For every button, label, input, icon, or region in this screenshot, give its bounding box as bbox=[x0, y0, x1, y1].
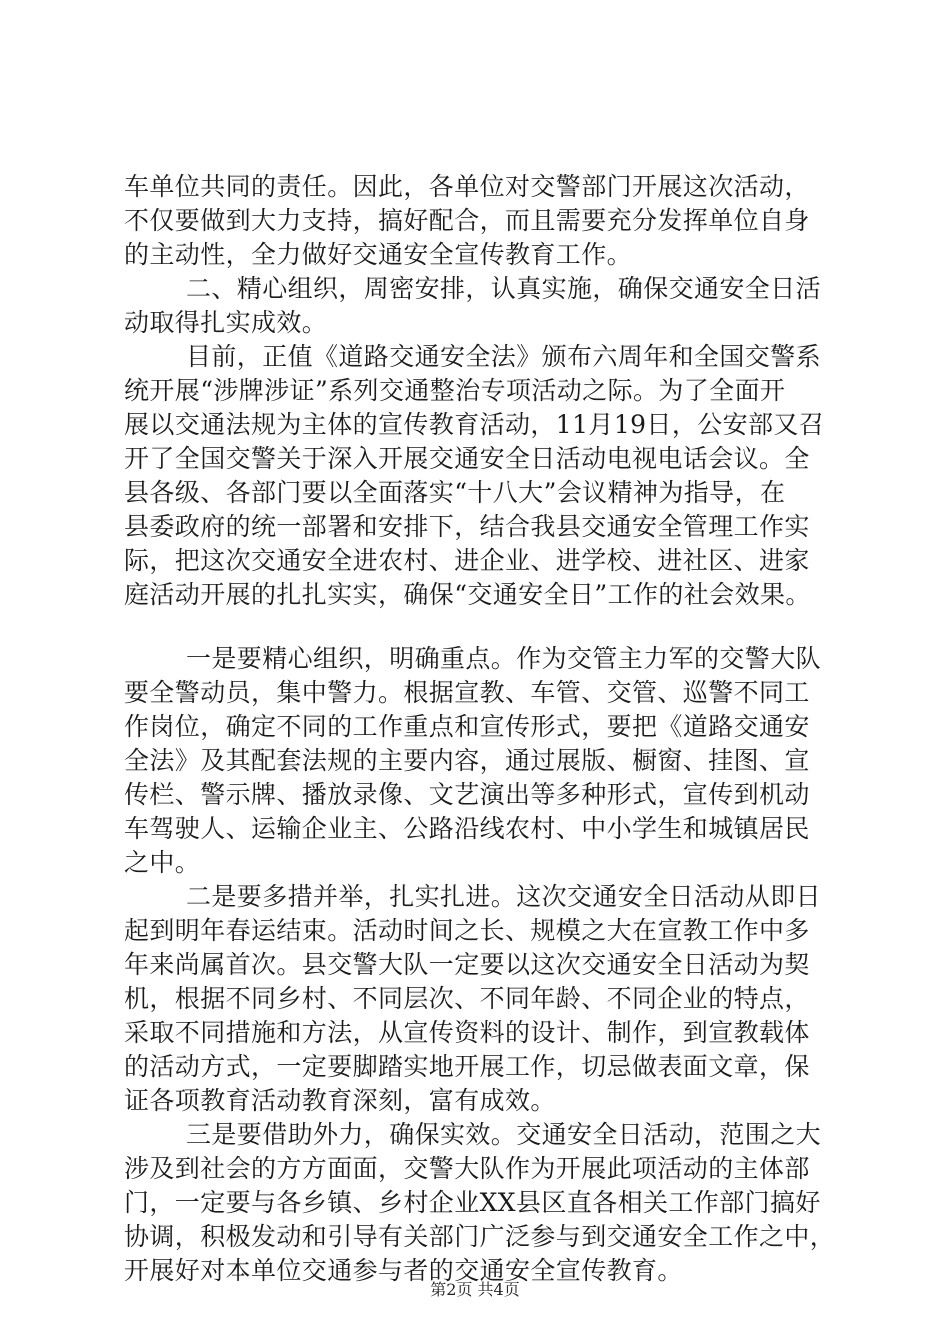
text-line: 县各级、各部门要以全面落实“十八大”会议精神为指导，在 bbox=[124, 478, 786, 507]
text-line: 开了全国交警关于深入开展交通安全日活动电视电话会议。全 bbox=[124, 444, 810, 473]
text-line: 三是要借助外力，确保实效。交通安全日活动，范围之大 bbox=[186, 1120, 822, 1149]
text-line: 不仅要做到大力支持，搞好配合，而且需要充分发挥单位自身 bbox=[124, 206, 810, 235]
text-line: 传栏、警示牌、播放录像、文艺演出等多种形式，宣传到机动 bbox=[124, 780, 810, 809]
text-line: 展以交通法规为主体的宣传教育活动，11月19日，公安部又召 bbox=[124, 410, 825, 439]
page-footer bbox=[0, 1280, 950, 1300]
text-line: 的活动方式，一定要脚踏实地开展工作，切忌做表面文章，保 bbox=[124, 1052, 810, 1081]
text-line: 涉及到社会的方方面面，交警大队作为开展此项活动的主体部 bbox=[124, 1154, 810, 1183]
text-line: 际，把这次交通安全进农村、进企业、进学校、进社区、进家 bbox=[124, 546, 810, 575]
text-line: 机，根据不同乡村、不同层次、不同年龄、不同企业的特点， bbox=[124, 984, 810, 1013]
text-line: 年来尚属首次。县交警大队一定要以这次交通安全日活动为契 bbox=[124, 950, 810, 979]
document-body bbox=[124, 170, 834, 1288]
text-line: 目前，正值《道路交通安全法》颁布六周年和全国交警系 bbox=[186, 342, 822, 371]
section-heading-line: 动取得扎实成效。 bbox=[124, 308, 328, 337]
text-line: 二是要多措并举，扎实扎进。这次交通安全日活动从即日 bbox=[186, 882, 822, 911]
text-line: 县委政府的统一部署和安排下，结合我县交通安全管理工作实 bbox=[124, 512, 810, 541]
text-line: 全法》及其配套法规的主要内容，通过展版、橱窗、挂图、宣 bbox=[124, 746, 810, 775]
page-number: 第2页 共4页 bbox=[430, 1280, 520, 1299]
text-line: 庭活动开展的扎扎实实，确保“交通安全日”工作的社会效果。 bbox=[124, 580, 811, 609]
text-line: 协调，积极发动和引导有关部门广泛参与到交通安全工作之中， bbox=[124, 1222, 836, 1251]
text-line: 统开展“涉牌涉证”系列交通整治专项活动之际。为了全面开 bbox=[124, 376, 786, 405]
section-heading-line: 二、精心组织，周密安排，认真实施，确保交通安全日活 bbox=[186, 274, 822, 303]
text-line: 车单位共同的责任。因此，各单位对交警部门开展这次活动， bbox=[124, 172, 810, 201]
text-line: 门，一定要与各乡镇、乡村企业XX县区直各相关工作部门搞好 bbox=[124, 1188, 821, 1217]
text-line: 采取不同措施和方法，从宣传资料的设计、制作，到宣教载体 bbox=[124, 1018, 810, 1047]
text-line: 的主动性，全力做好交通安全宣传教育工作。 bbox=[124, 240, 633, 269]
text-line: 一是要精心组织，明确重点。作为交管主力军的交警大队 bbox=[186, 644, 822, 673]
text-line: 之中。 bbox=[124, 848, 201, 877]
text-line: 作岗位，确定不同的工作重点和宣传形式，要把《道路交通安 bbox=[124, 712, 810, 741]
text-line: 开展好对本单位交通参与者的交通安全宣传教育。 bbox=[124, 1256, 683, 1285]
text-line: 证各项教育活动教育深刻，富有成效。 bbox=[124, 1086, 556, 1115]
text-line: 车驾驶人、运输企业主、公路沿线农村、中小学生和城镇居民 bbox=[124, 814, 810, 843]
paragraph-gap bbox=[124, 612, 834, 642]
text-line: 起到明年春运结束。活动时间之长、规模之大在宣教工作中多 bbox=[124, 916, 810, 945]
text-line: 要全警动员，集中警力。根据宣教、车管、交管、巡警不同工 bbox=[124, 678, 810, 707]
